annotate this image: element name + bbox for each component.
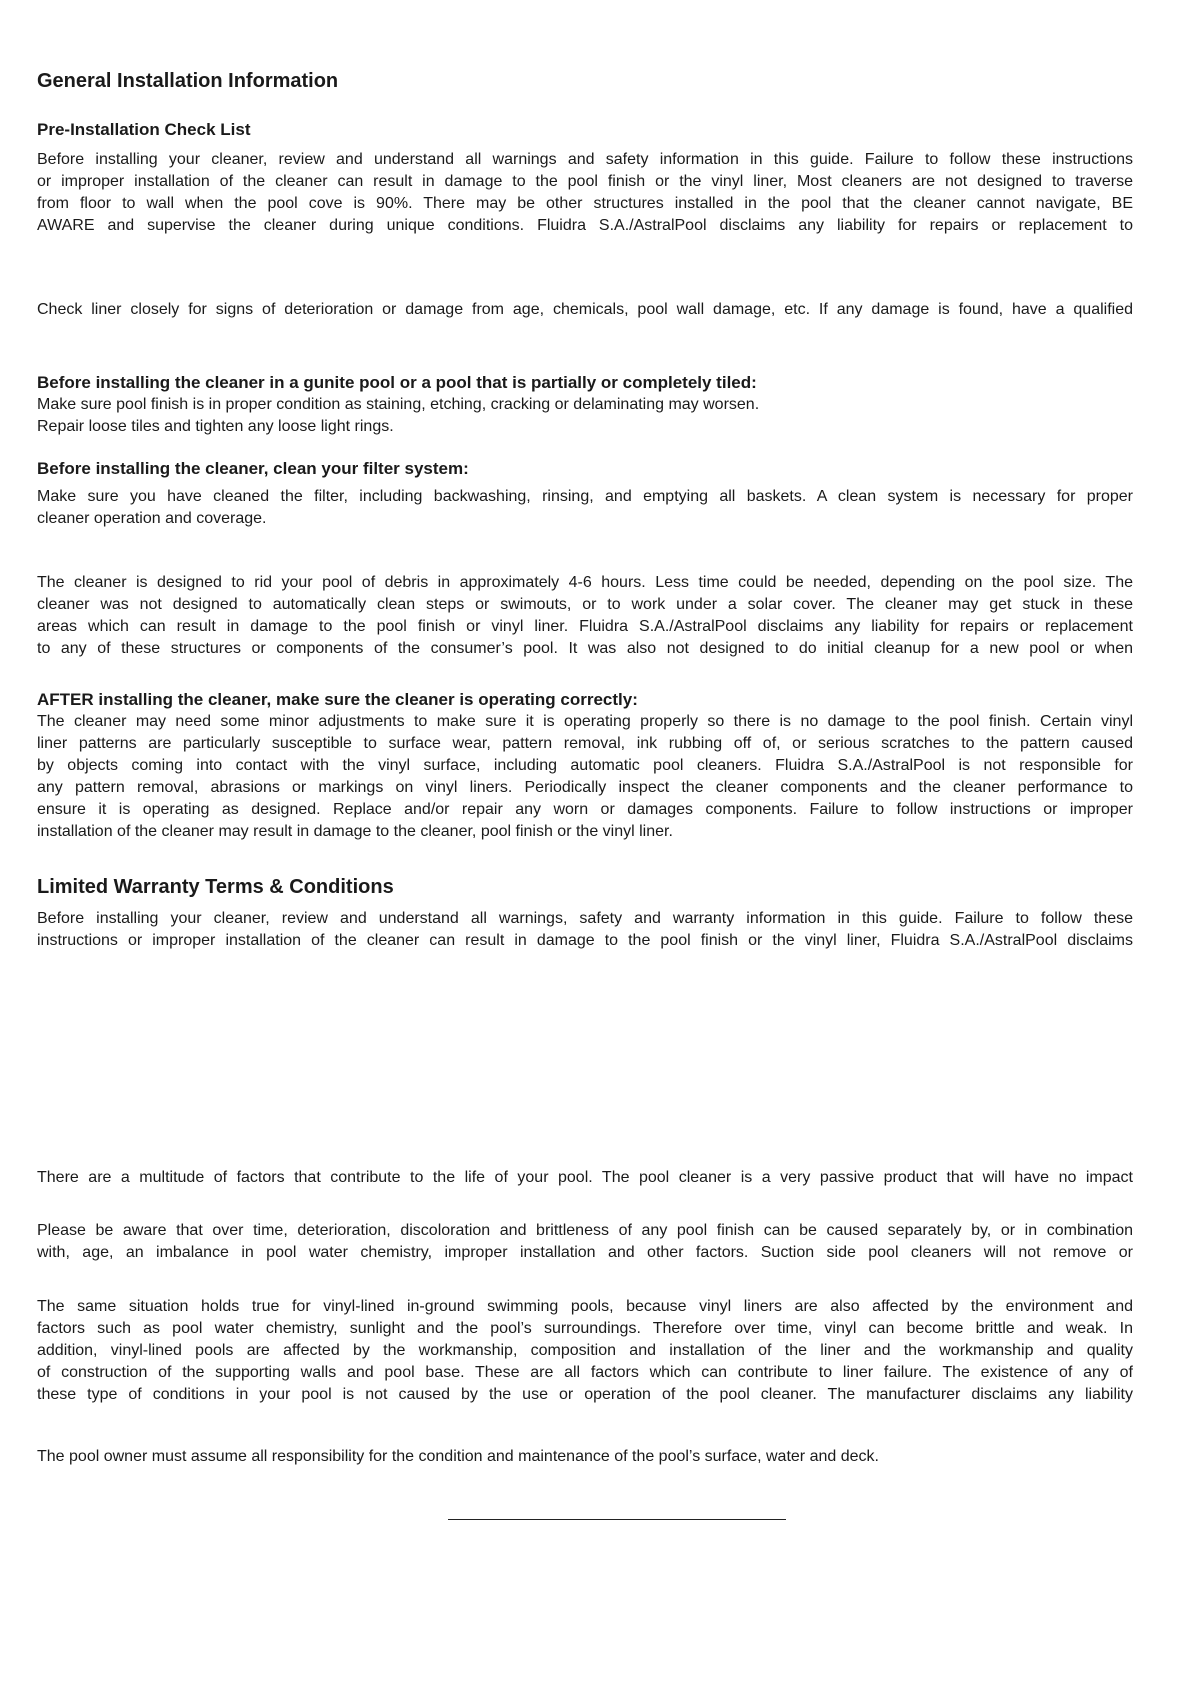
pre-installation-heading: Pre-Installation Check List xyxy=(37,120,251,139)
paragraph-line: of construction of the supporting walls and pool base. These are all factors which can contribute to liner failure. The existence of any of xyxy=(37,1364,1133,1381)
vinyl-paragraph xyxy=(37,1296,1133,1406)
paragraph-line: The pool owner must assume all responsibility for the condition and maintenance of the pool’s surface, water and deck. xyxy=(37,1448,879,1465)
paragraph-line: Check liner closely for signs of deterioration or damage from age, chemicals, pool wall damage, etc. If any damage is found, have a qualified xyxy=(37,301,1133,318)
document-title-block xyxy=(37,62,1133,94)
paragraph-line: areas which can result in damage to the pool finish or vinyl liner. Fluidra S.A./AstralPool disclaims any liability for repairs or replacement xyxy=(37,618,1133,635)
warranty-heading: Limited Warranty Terms & Conditions xyxy=(37,876,394,898)
signature-rule xyxy=(448,1519,786,1520)
paragraph-line: cleaner operation and coverage. xyxy=(37,510,267,527)
paragraph-line: The cleaner may need some minor adjustments to make sure it is operating properly so there is no damage to the pool finish. Certain vinyl xyxy=(37,713,1133,730)
paragraph-line: or improper installation of the cleaner can result in damage to the pool finish or the vinyl liner, Most cleaners are not designed to traverse xyxy=(37,173,1133,190)
after-installing-heading: AFTER installing the cleaner, make sure the cleaner is operating correctly: xyxy=(37,690,638,709)
paragraph-line: Please be aware that over time, deterioration, discoloration and brittleness of any pool finish can be caused separately by, or in combination xyxy=(37,1222,1133,1239)
paragraph-line: these type of conditions in your pool is not caused by the use or operation of the pool cleaner. The manufacturer disclaims any liability xyxy=(37,1386,1133,1403)
paragraph-line: with, age, an imbalance in pool water chemistry, improper installation and other factors. Suction side pool cleaners will not remove or xyxy=(37,1244,1133,1261)
paragraph-line: Before installing your cleaner, review and understand all warnings, safety and warranty information in this guide. Failure to follow these xyxy=(37,910,1133,927)
paragraph-line: Before installing your cleaner, review and understand all warnings and safety information in this guide. Failure to follow these instructions xyxy=(37,151,1133,168)
filter-heading: Before installing the cleaner, clean your filter system: xyxy=(37,459,469,478)
paragraph-line: factors such as pool water chemistry, sunlight and the pool’s surroundings. Therefore over time, vinyl can become brittle and weak. In xyxy=(37,1320,1133,1337)
paragraph-line: any pattern removal, abrasions or markings on vinyl liners. Periodically inspect the cleaner components and the cleaner performance to xyxy=(37,779,1133,796)
owner-paragraph xyxy=(37,1446,1133,1468)
warranty-section xyxy=(37,874,1133,952)
aware-paragraph xyxy=(37,1220,1133,1264)
paragraph-line: Repair loose tiles and tighten any loose light rings. xyxy=(37,418,394,435)
paragraph-line: liner patterns are particularly susceptible to surface wear, pattern removal, ink rubbing off of, or serious scratches to the pattern caused xyxy=(37,735,1133,752)
paragraph-line: installation of the cleaner may result in damage to the cleaner, pool finish or the vinyl liner. xyxy=(37,823,673,840)
design-paragraph xyxy=(37,572,1133,660)
paragraph-line: cleaner was not designed to automatically clean steps or swimouts, or to work under a solar cover. The cleaner may get stuck in these xyxy=(37,596,1133,613)
paragraph-line: ensure it is operating as designed. Replace and/or repair any worn or damages components. Failure to follow instructions or improper xyxy=(37,801,1133,818)
paragraph-line: The same situation holds true for vinyl-lined in-ground swimming pools, because vinyl liners are also affected by the environment and xyxy=(37,1298,1133,1315)
paragraph-line: from floor to wall when the pool cove is 90%. There may be other structures installed in the pool that the cleaner cannot navigate, BE xyxy=(37,195,1133,212)
pre-installation-section xyxy=(37,119,1133,237)
factors-paragraph xyxy=(37,1167,1133,1189)
gunite-heading: Before installing the cleaner in a gunite pool or a pool that is partially or completely tiled: xyxy=(37,373,757,392)
liner-check-paragraph xyxy=(37,299,1133,321)
paragraph-line: There are a multitude of factors that contribute to the life of your pool. The pool cleaner is a very passive product that will have no impact xyxy=(37,1169,1133,1186)
paragraph-line: by objects coming into contact with the vinyl surface, including automatic pool cleaners. Fluidra S.A./AstralPool is not responsible for xyxy=(37,757,1133,774)
paragraph-line: instructions or improper installation of the cleaner can result in damage to the pool finish or the vinyl liner, Fluidra S.A./AstralPool disclaims xyxy=(37,932,1133,949)
filter-section xyxy=(37,458,1133,530)
paragraph-line: to any of these structures or components of the consumer’s pool. It was also not designed to do initial cleanup for a new pool or when xyxy=(37,640,1133,657)
paragraph-line: Make sure pool finish is in proper condition as staining, etching, cracking or delaminating may worsen. xyxy=(37,396,760,413)
paragraph-line: AWARE and supervise the cleaner during unique conditions. Fluidra S.A./AstralPool disclaims any liability for repairs or replacement to xyxy=(37,217,1133,234)
page-title: General Installation Information xyxy=(37,70,339,92)
paragraph-line: addition, vinyl-lined pools are affected by the workmanship, composition and installation of the liner and the workmanship and quality xyxy=(37,1342,1133,1359)
after-installing-section xyxy=(37,689,1133,843)
paragraph-line: The cleaner is designed to rid your pool of debris in approximately 4-6 hours. Less time could be needed, depending on the pool size. The xyxy=(37,574,1133,591)
gunite-section xyxy=(37,372,1133,438)
paragraph-line: Make sure you have cleaned the filter, including backwashing, rinsing, and emptying all baskets. A clean system is necessary for proper xyxy=(37,488,1133,505)
